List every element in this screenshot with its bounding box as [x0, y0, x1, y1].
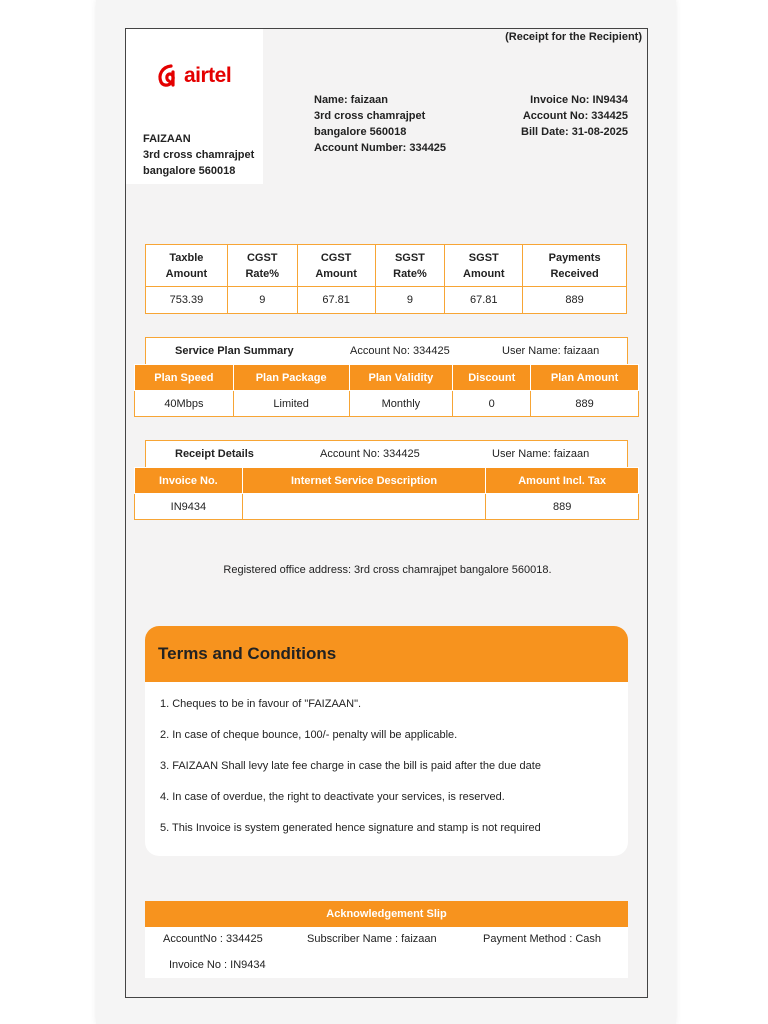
receipt-page: [125, 28, 648, 998]
bill-date: Bill Date: 31-08-2025: [521, 126, 628, 138]
plan-header-validity: Plan Validity: [349, 365, 453, 391]
receipt-details-title: Receipt Details: [175, 448, 254, 460]
billing-account-number: Account Number: 334425: [314, 142, 447, 154]
receipt-tag: (Receipt for the Recipient): [505, 31, 642, 43]
tax-header-payments-received: Payments Received: [523, 245, 627, 287]
terms-item: 3. FAIZAAN Shall levy late fee charge in case the bill is paid after the due date: [160, 760, 541, 772]
plan-header-discount: Discount: [453, 365, 531, 391]
terms-item: 1. Cheques to be in favour of "FAIZAAN".: [160, 698, 362, 710]
billing-name: Name: faizaan: [314, 94, 388, 106]
receipt-details-table: [134, 467, 639, 520]
ack-account-no: AccountNo : 334425: [163, 933, 263, 945]
plan-header-speed: Plan Speed: [135, 365, 234, 391]
service-plan-title: Service Plan Summary: [175, 345, 294, 357]
plan-value-validity: Monthly: [349, 391, 453, 417]
terms-item: 2. In case of cheque bounce, 100/- penalty will be applicable.: [160, 729, 458, 741]
invoice-info: [521, 92, 628, 140]
receipt-value-invoice-no: IN9434: [135, 494, 243, 520]
tax-header-cgst-amount: CGST Amount: [297, 245, 375, 287]
customer-address-block: [143, 131, 254, 179]
tax-value-sgst-amount: 67.81: [445, 287, 523, 314]
airtel-logo: [156, 63, 231, 89]
plan-header-amount: Plan Amount: [531, 365, 639, 391]
acknowledgement-title: Acknowledgement Slip: [145, 901, 628, 927]
tax-header-sgst-rate: SGST Rate%: [375, 245, 445, 287]
terms-card: [145, 626, 628, 856]
customer-address-line1: 3rd cross chamrajpet: [143, 149, 255, 161]
tax-value-taxable-amount: 753.39: [146, 287, 228, 314]
receipt-details-header-row: [135, 468, 639, 494]
plan-value-package: Limited: [233, 391, 349, 417]
tax-value-cgst-rate: 9: [227, 287, 297, 314]
receipt-details-caption: [145, 440, 628, 468]
receipt-header-invoice-no: Invoice No.: [135, 468, 243, 494]
terms-item: 4. In case of overdue, the right to deactivate your services, is reserved.: [160, 791, 505, 803]
service-plan-table: [134, 364, 639, 417]
billing-address-line1: 3rd cross chamrajpet: [314, 110, 426, 122]
logo-card: [126, 29, 263, 184]
terms-item: 5. This Invoice is system generated hence signature and stamp is not required: [160, 822, 541, 834]
tax-header-cgst-rate: CGST Rate%: [227, 245, 297, 287]
tax-table-header-row: [146, 245, 627, 287]
customer-name: FAIZAAN: [143, 133, 191, 145]
plan-value-speed: 40Mbps: [135, 391, 234, 417]
account-number: Account No: 334425: [522, 110, 628, 122]
service-plan-account: Account No: 334425: [350, 345, 450, 357]
tax-value-payments-received: 889: [523, 287, 627, 314]
ack-invoice-no: Invoice No : IN9434: [169, 959, 266, 971]
service-plan-value-row: [135, 391, 639, 417]
tax-header-sgst-amount: SGST Amount: [445, 245, 523, 287]
registered-office-address: Registered office address: 3rd cross chamrajpet bangalore 560018.: [223, 564, 552, 576]
ack-payment-method: Payment Method : Cash: [483, 933, 602, 945]
billing-details: [314, 92, 446, 156]
tax-table-value-row: [146, 287, 627, 314]
receipt-header-description: Internet Service Description: [242, 468, 485, 494]
airtel-swirl-icon: [156, 63, 182, 89]
billing-address-line2: bangalore 560018: [314, 126, 407, 138]
receipt-details-value-row: [135, 494, 639, 520]
service-plan-user: User Name: faizaan: [502, 345, 600, 357]
tax-value-sgst-rate: 9: [375, 287, 445, 314]
plan-value-discount: 0: [453, 391, 531, 417]
airtel-logo-text: airtel: [184, 64, 232, 87]
receipt-value-amount: 889: [486, 494, 639, 520]
receipt-value-description: [242, 494, 485, 520]
service-plan-caption: [145, 337, 628, 365]
receipt-details-user: User Name: faizaan: [492, 448, 590, 460]
receipt-header-amount: Amount Incl. Tax: [486, 468, 639, 494]
plan-header-package: Plan Package: [233, 365, 349, 391]
invoice-number: Invoice No: IN9434: [530, 94, 628, 106]
receipt-details-account: Account No: 334425: [320, 448, 420, 460]
service-plan-header-row: [135, 365, 639, 391]
tax-table: [145, 244, 627, 314]
tax-value-cgst-amount: 67.81: [297, 287, 375, 314]
terms-title: Terms and Conditions: [145, 626, 628, 682]
acknowledgement-slip: [145, 901, 628, 978]
plan-value-amount: 889: [531, 391, 639, 417]
customer-address-line2: bangalore 560018: [143, 165, 236, 177]
tax-header-taxable-amount: Taxble Amount: [146, 245, 228, 287]
terms-list: [145, 682, 628, 853]
ack-subscriber-name: Subscriber Name : faizaan: [307, 933, 437, 945]
